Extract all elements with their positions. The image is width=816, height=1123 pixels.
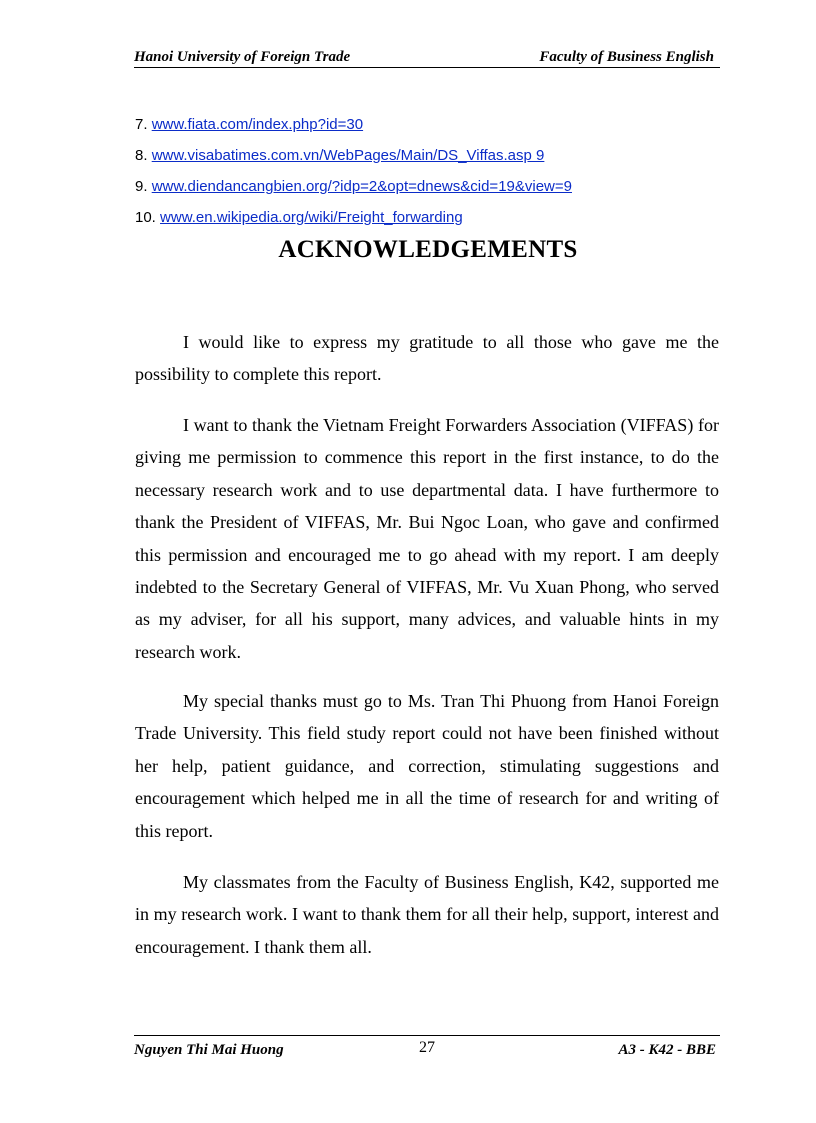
footer-author: Nguyen Thi Mai Huong bbox=[134, 1042, 284, 1058]
reference-link[interactable]: www.diendancangbien.org/?idp=2&opt=dnews&cid=19&view=9 bbox=[151, 178, 572, 195]
page-title: ACKNOWLEDGEMENTS bbox=[278, 236, 578, 263]
header-university: Hanoi University of Foreign Trade bbox=[134, 49, 351, 65]
reference-link[interactable]: www.fiata.com/index.php?id=30 bbox=[151, 116, 364, 133]
reference-number: 8. bbox=[135, 147, 148, 164]
reference-number: 7. bbox=[135, 116, 148, 133]
paragraph-text: I would like to express my gratitude to all those who gave me the possibility to complete this report. bbox=[135, 332, 719, 385]
reference-item bbox=[135, 208, 725, 239]
paragraph-text: My special thanks must go to Ms. Tran Thi Phuong from Hanoi Foreign Trade University. This field study report could not have been finished without her help, patient guidance, and correction, stimulating suggestions and encouragement which helped me in all the time of research for and writing of this report. bbox=[135, 691, 719, 841]
paragraph-gratitude bbox=[135, 326, 719, 391]
reference-list bbox=[135, 115, 725, 239]
paragraph-text: My classmates from the Faculty of Business English, K42, supported me in my research work. I want to thank them for all their help, support, interest and encouragement. I thank them all. bbox=[135, 872, 719, 957]
page-header bbox=[134, 49, 720, 68]
page-number: 27 bbox=[419, 1039, 435, 1056]
header-faculty: Faculty of Business English bbox=[539, 49, 714, 65]
reference-item bbox=[135, 146, 725, 177]
reference-number: 10. bbox=[135, 209, 156, 226]
paragraph-supervisor bbox=[135, 685, 719, 847]
paragraph-text: I want to thank the Vietnam Freight Forwarders Association (VIFFAS) for giving me permission to commence this report in the first instance, to do the necessary research work and to use departmental data. I have furthermore to thank the President of VIFFAS, Mr. Bui Ngoc Loan, who gave and confirmed this permission and encouraged me to go ahead with my report. I am deeply indebted to the Secretary General of VIFFAS, Mr. Vu Xuan Phong, who served as my adviser, for all his support, many advices, and valuable hints in my research work. bbox=[135, 415, 719, 662]
paragraph-classmates bbox=[135, 866, 719, 963]
paragraph-viffas bbox=[135, 409, 719, 668]
footer-class: A3 - K42 - BBE bbox=[618, 1042, 716, 1058]
reference-number: 9. bbox=[135, 178, 148, 195]
reference-link[interactable]: www.en.wikipedia.org/wiki/Freight_forwarding bbox=[160, 209, 463, 226]
reference-item bbox=[135, 115, 725, 146]
reference-item bbox=[135, 177, 725, 208]
page-footer bbox=[134, 1035, 720, 1060]
reference-link[interactable]: www.visabatimes.com.vn/WebPages/Main/DS_Viffas.asp 9 bbox=[151, 147, 545, 164]
